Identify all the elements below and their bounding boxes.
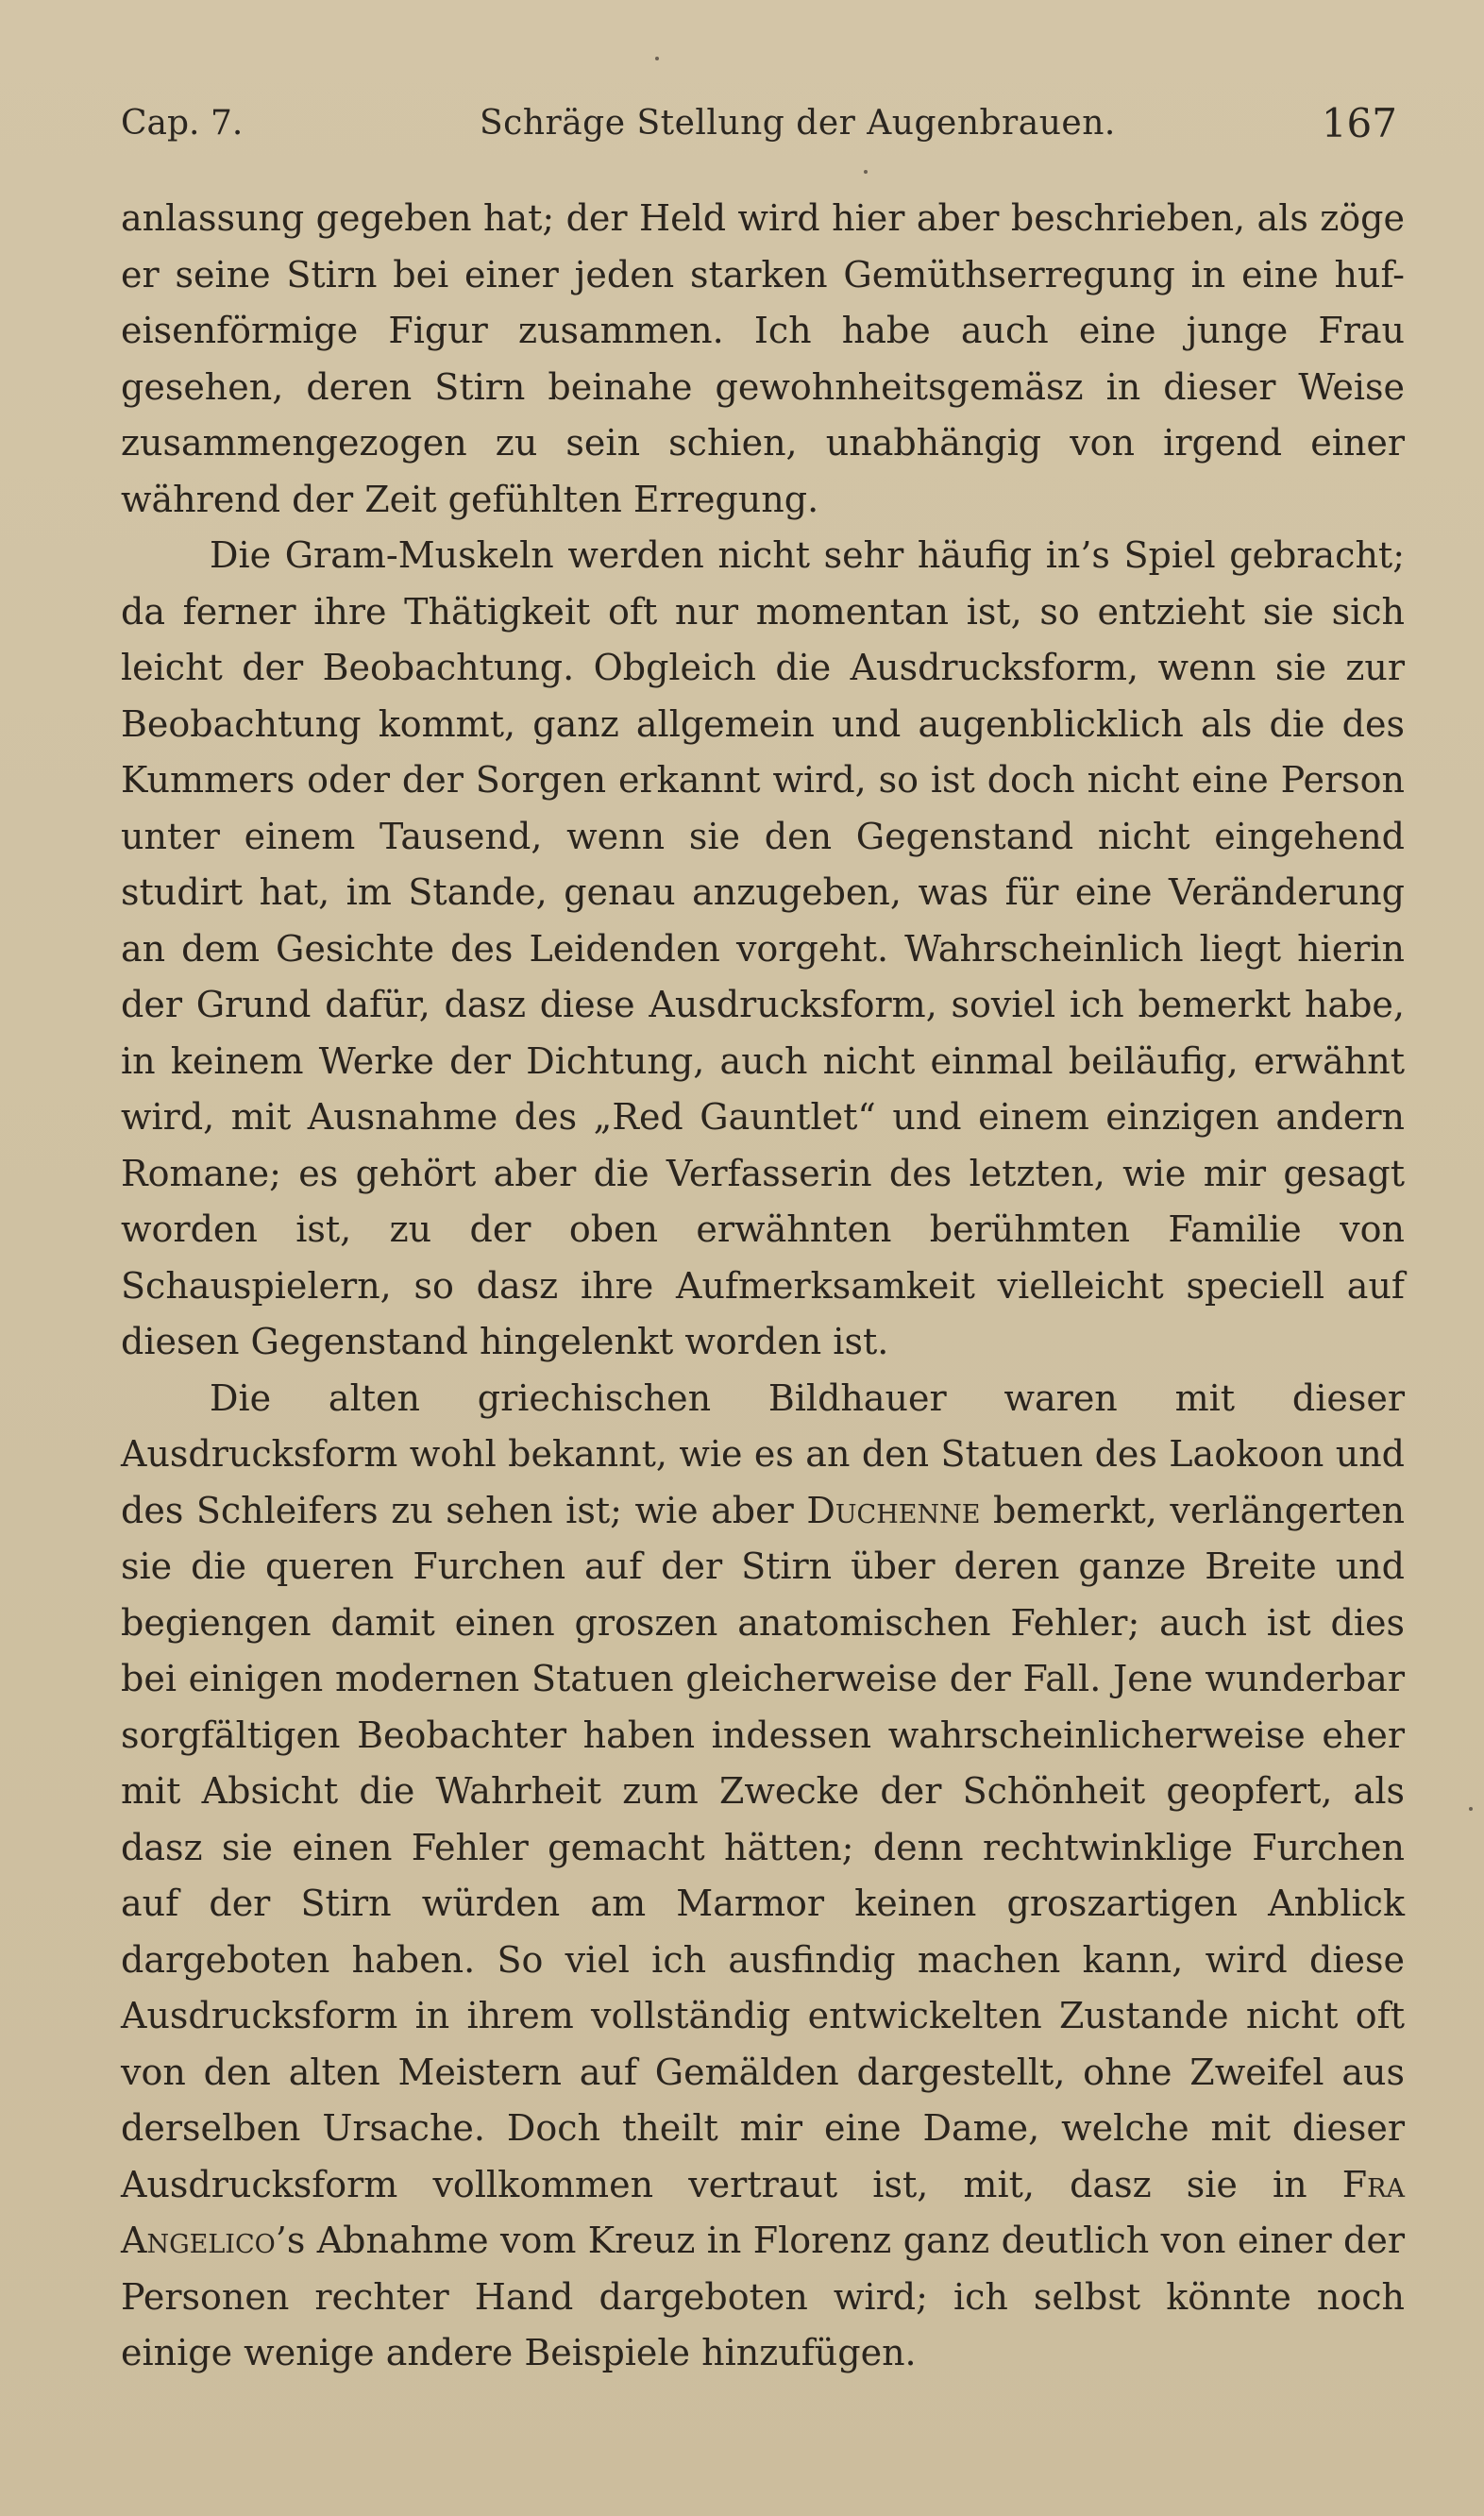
author-name: Fra Angelico — [121, 2163, 1405, 2261]
body-text — [121, 191, 1405, 2382]
running-header — [121, 100, 1397, 160]
speck — [655, 57, 659, 60]
text-run: Die Gram-Muskeln werden nicht sehr häufig in’s Spiel gebracht; da ferner ihre Thätigkeit oft nur momentan ist, so entzieht sie sich leicht der Beobachtung. Obgleich die Ausdrucksform, wenn sie zur Beobachtung kommt, ganz allgemein und augenblicklich als die des Kummers oder der Sorgen erkannt wird, so ist doch nicht eine Person unter einem Tausend, wenn sie den Gegenstand nicht eingehend studirt hat, im Stande, genau anzugeben, was für eine Veränderung an dem Gesichte des Leidenden vorgeht. Wahrscheinlich liegt hierin der Grund dafür, dasz diese Ausdrucksform, soviel ich bemerkt habe, in keinem Werke der Dichtung, auch nicht einmal beiläufig, erwähnt wird, mit Ausnahme des „Red Gauntlet“ und einem einzigen andern Romane; es gehört aber die Verfasserin des letzten, wie mir gesagt worden ist, zu der oben erwähnten berühmten Familie von Schauspielern, so dasz ihre Aufmerksamkeit vielleicht speciell auf diesen Gegenstand hingelenkt worden ist. — [121, 534, 1405, 1362]
text-run: Die alten griechischen Bildhauer waren mit dieser Ausdrucksform wohl bekannt, wie es an den Statuen des Laokoon und des Schleifers zu sehen ist; wie aber — [121, 1376, 1405, 1531]
paragraph — [121, 191, 1405, 528]
paragraph — [121, 528, 1405, 1371]
author-name: Duchenne — [806, 1489, 981, 1531]
paragraph — [121, 1371, 1405, 2382]
speck — [864, 170, 868, 174]
running-title: Schräge Stellung der Augenbrauen. — [480, 104, 1116, 143]
chapter-label: Cap. 7. — [121, 104, 244, 143]
page-number: 167 — [1321, 100, 1397, 146]
text-run: bemerkt, verlängerten sie die queren Furchen auf der Stirn über deren ganze Breite und begiengen damit einen groszen anatomischen Fehler; auch ist dies bei einigen modernen Statuen gleicherweise der Fall. Jene wunderbar sorgfältigen Beobachter haben indessen wahrscheinlicherweise eher mit Absicht die Wahrheit zum Zwecke der Schönheit geopfert, als dasz sie einen Fehler gemacht hätten; denn rechtwinklige Furchen auf der Stirn würden am Marmor keinen groszartigen Anblick dargeboten haben. So viel ich ausfindig machen kann, wird diese Ausdrucksform in ihrem vollständig entwickelten Zustande nicht oft von den alten Meistern auf Gemälden dargestellt, ohne Zweifel aus derselben Ursache. Doch theilt mir eine Dame, welche mit dieser Ausdrucksform vollkommen vertraut ist, mit, dasz sie in — [121, 1489, 1405, 2205]
text-run: ’s Abnahme vom Kreuz in Florenz ganz deutlich von einer der Personen rechter Hand dargeboten wird; ich selbst könnte noch einige wenige andere Beispiele hinzufügen. — [121, 2220, 1405, 2373]
speck — [1469, 1807, 1473, 1811]
text-run: anlassung gegeben hat; der Held wird hier aber beschrieben, als zöge er seine Stirn bei einer jeden starken Gemüthserregung in eine huf-eisenförmige Figur zusammen. Ich habe auch eine junge Frau gesehen, deren Stirn beinahe gewohnheitsgemäsz in dieser Weise zusammengezogen zu sein schien, unabhängig von irgend einer während der Zeit gefühlten Erregung. — [121, 197, 1405, 520]
